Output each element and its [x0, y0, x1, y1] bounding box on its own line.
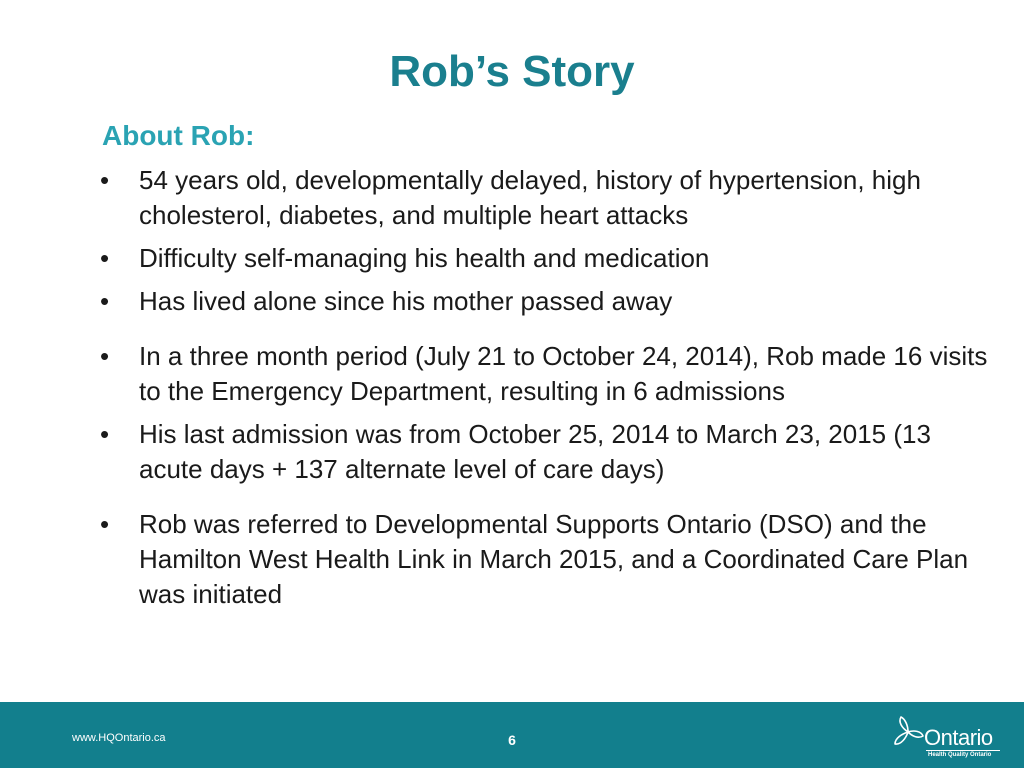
logo-wordmark: Ontario	[924, 725, 993, 750]
slide-title: Rob’s Story	[389, 47, 635, 96]
bullet-item	[98, 163, 988, 233]
bullet-item	[98, 339, 988, 409]
bullet-text: 54 years old, developmentally delayed, history of hypertension, high cholesterol, diabetes, and multiple heart attacks	[139, 165, 921, 230]
trillium-icon	[890, 714, 926, 750]
footer-bar	[0, 702, 1024, 768]
bullet-marker: •	[100, 165, 110, 195]
bullet-item	[98, 241, 988, 276]
bullet-list	[98, 163, 988, 620]
bullet-marker: •	[100, 286, 110, 316]
page-number: 6	[508, 732, 516, 748]
logo-divider	[926, 750, 1000, 751]
bullet-text: His last admission was from October 25, 2014 to March 23, 2015 (13 acute days + 137 alternate level of care days)	[139, 419, 931, 484]
logo-tagline: Health Quality Ontario	[928, 752, 992, 758]
bullet-marker: •	[100, 341, 110, 371]
bullet-marker: •	[100, 243, 110, 273]
section-heading: About Rob:	[102, 120, 255, 151]
bullet-text: Has lived alone since his mother passed away	[139, 286, 673, 316]
footer-url-link[interactable]: www.HQOntario.ca	[72, 732, 166, 744]
bullet-item	[98, 284, 988, 319]
bullet-marker: •	[100, 509, 110, 539]
bullet-item	[98, 507, 988, 612]
bullet-text: Rob was referred to Developmental Supports Ontario (DSO) and the Hamilton West Health Link in March 2015, and a Coordinated Care Plan was initiated	[139, 509, 969, 609]
bullet-text: Difficulty self-managing his health and medication	[139, 243, 710, 273]
bullet-item	[98, 417, 988, 487]
ontario-logo	[890, 712, 1002, 764]
bullet-marker: •	[100, 419, 110, 449]
bullet-text: In a three month period (July 21 to October 24, 2014), Rob made 16 visits to the Emergency Department, resulting in 6 admissions	[139, 341, 988, 406]
